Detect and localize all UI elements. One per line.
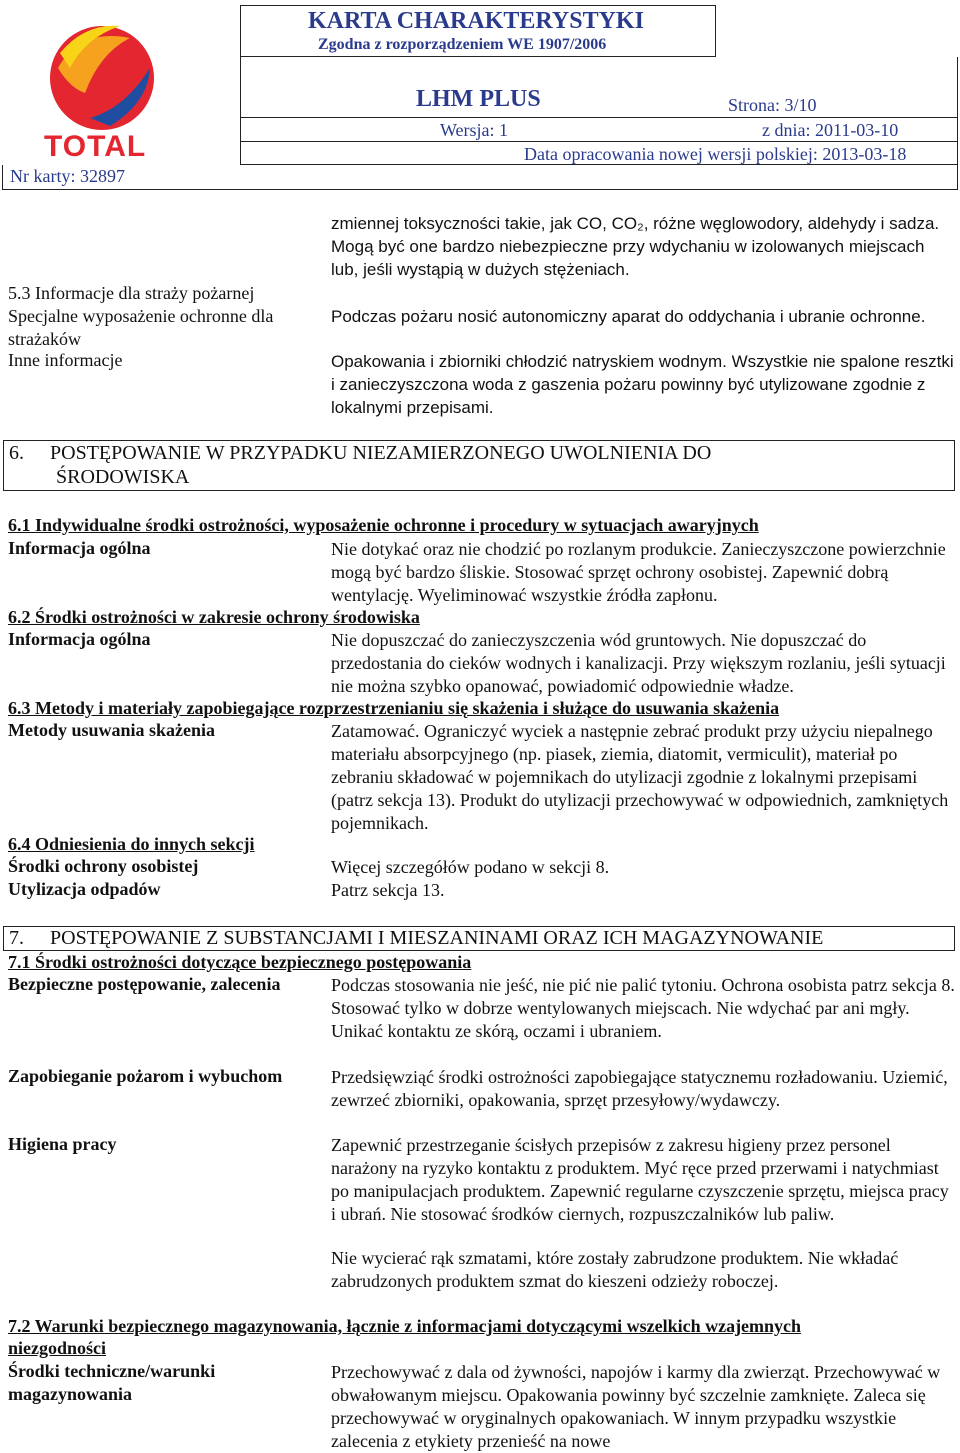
s5-continuation: zmiennej toksyczności takie, jak CO, CO₂, różne węglowodory, aldehydy i sadza. Mogą być one bardzo niebezpieczne przy wdychaniu w izolowanych miejscach lub, jeśli wystąpią w dużych stężeniach. — [331, 214, 940, 279]
section-7-heading — [3, 926, 955, 951]
section-6-title-2: ŚRODOWISKA — [56, 466, 190, 488]
section-7-title: POSTĘPOWANIE Z SUBSTANCJAMI I MIESZANINAMI ORAZ ICH MAGAZYNOWANIE — [50, 927, 824, 949]
version: Wersja: 1 — [440, 120, 509, 140]
section-6-title-1: POSTĘPOWANIE W PRZYPADKU NIEZAMIERZONEGO UWOLNIENIA DO — [50, 442, 712, 464]
s5-equip-label: Specjalne wyposażenie ochronne dla strażaków — [8, 306, 274, 349]
s7-fire-text: Przedsięwziąć środki ostrożności zapobiegające statycznemu rozładowaniu. Uziemić, zewrzeć zbiorniki, opakowania, sprzęt przesyłowy/wydawczy. — [331, 1067, 948, 1110]
document-title: KARTA CHARAKTERYSTYKI — [308, 8, 644, 34]
card-number-box — [2, 165, 958, 190]
s7-hygiene-text-1: Zapewnić przestrzeganie ścisłych przepisów z zakresu higieny przez personel narażony na ryzyko kontaktu z produktem. Myć ręce przed przerwami i natychmiast po manipulacjach produktem. Zapewnić regularne czyszczenie sprzętu, miejsca pracy i ubrań. Nie stosować środków ciernych, rozpuszczalników lub paliw. — [331, 1135, 949, 1224]
issue-date: z dnia: 2011-03-10 — [762, 120, 899, 140]
subsection-6-2: 6.2 Środki ostrożności w zakresie ochrony środowiska — [8, 607, 420, 627]
s7-storage-label-1: Środki techniczne/warunki — [8, 1361, 216, 1381]
s6-waste-text: Patrz sekcja 13. — [331, 880, 445, 900]
subsection-7-1: 7.1 Środki ostrożności dotyczące bezpiecznego postępowania — [8, 952, 472, 972]
header-divider — [240, 117, 958, 118]
company-logo — [40, 8, 165, 168]
subsection-5-3: 5.3 Informacje dla straży pożarnej — [8, 283, 255, 303]
s5-equip-text: Podczas pożaru nosić autonomiczny aparat do oddychania i ubranie ochronne. — [331, 307, 926, 326]
s7-fire-label: Zapobieganie pożarom i wybuchom — [8, 1066, 283, 1086]
section-7-number: 7. — [9, 927, 24, 949]
s6-methods-label: Metody usuwania skażenia — [8, 720, 216, 740]
subsection-6-3: 6.3 Metody i materiały zapobiegające rozprzestrzenianiu się skażenia i służące do usuwania skażenia — [8, 698, 780, 718]
revision-date: Data opracowania nowej wersji polskiej: 2013-03-18 — [524, 144, 907, 164]
header-divider-2 — [240, 141, 958, 142]
s6-gen2-label: Informacja ogólna — [8, 629, 151, 649]
s6-gen1-text: Nie dotykać oraz nie chodzić po rozlanym produkcie. Zanieczyszczone powierzchnie mogą być bardzo śliskie. Stosować sprzęt ochrony osobistej. Zapewnić dobrą wentylację. Wyeliminować wszystkie źródła zapłonu. — [331, 539, 946, 605]
subsection-7-2-line-2: niezgodności — [8, 1338, 107, 1358]
s5-other-text: Opakowania i zbiorniki chłodzić natryskiem wodnym. Wszystkie nie spalone resztki i zanieczyszczona woda z gaszenia pożaru powinny być utylizowane zgodnie z lokalnymi przepisami. — [331, 352, 954, 417]
s5-other-label: Inne informacje — [8, 350, 123, 370]
page-number: Strona: 3/10 — [728, 95, 817, 115]
s7-hygiene-text-2: Nie wycierać rąk szmatami, które zostały zabrudzone produktem. Nie wkładać zabrudzonych produktem szmat do kieszeni odzieży roboczej. — [331, 1248, 899, 1291]
subsection-6-1: 6.1 Indywidualne środki ostrożności, wyposażenie ochronne i procedury w sytuacjach awaryjnych — [8, 515, 759, 535]
s7-safe-label: Bezpieczne postępowanie, zalecenia — [8, 974, 281, 994]
card-number: Nr karty: 32897 — [10, 166, 125, 186]
regulation-subtitle: Zgodna z rozporządzeniem WE 1907/2006 — [318, 36, 607, 53]
product-name: LHM PLUS — [416, 86, 541, 112]
subsection-7-2-line-1: 7.2 Warunki bezpiecznego magazynowania, łącznie z informacjami dotyczącymi wszelkich wzajemnych — [8, 1316, 802, 1336]
s7-safe-text: Podczas stosowania nie jeść, nie pić nie palić tytoniu. Ochrona osobista patrz sekcja 8. Stosować tylko w dobrze wentylowanych miejscach. Nie wdychać par ani mgły. Unikać kontaktu ze skórą, oczami i ubraniem. — [331, 975, 955, 1041]
section-6-number: 6. — [9, 442, 24, 464]
s6-ppe-text: Więcej szczegółów podano w sekcji 8. — [331, 857, 610, 877]
s6-gen1-label: Informacja ogólna — [8, 538, 151, 558]
s7-storage-label-2: magazynowania — [8, 1384, 133, 1404]
s6-gen2-text: Nie dopuszczać do zanieczyszczenia wód gruntowych. Nie dopuszczać do przedostania do cieków wodnych i kanalizacji. Przy większym rozlaniu, jeśli sytuacji nie można szybko opanować, powiadomić odpowiednie władze. — [331, 630, 946, 696]
s6-ppe-label: Środki ochrony osobistej — [8, 856, 199, 876]
s7-storage-text: Przechowywać z dala od żywności, napojów i karmy dla zwierząt. Przechowywać w obwałowanym miejscu. Opakowania powinny być szczelnie zamknięte. Zaleca się przechowywać w oryginalnych opakowaniach. W innym przypadku wszystkie zalecenia z etykiety przenieść na nowe — [331, 1362, 941, 1451]
logo-wordmark: TOTAL — [44, 130, 147, 163]
subsection-6-4: 6.4 Odniesienia do innych sekcji — [8, 834, 255, 854]
section-6-heading — [3, 440, 955, 491]
s6-methods-text: Zatamować. Ograniczyć wyciek a następnie zebrać produkt przy użyciu niepalnego materiału absorpcyjnego (np. piasek, ziemia, diatomit, vermiculit), materiał po zebraniu składować w pojemnikach do utylizacji zgodnie z lokalnymi przepisami (patrz sekcja 13). Produkt do utylizacji przechowywać w odpowiednich, zamkniętych pojemnikach. — [331, 721, 949, 833]
s7-hygiene-label: Higiena pracy — [8, 1134, 117, 1154]
s6-waste-label: Utylizacja odpadów — [8, 879, 161, 899]
